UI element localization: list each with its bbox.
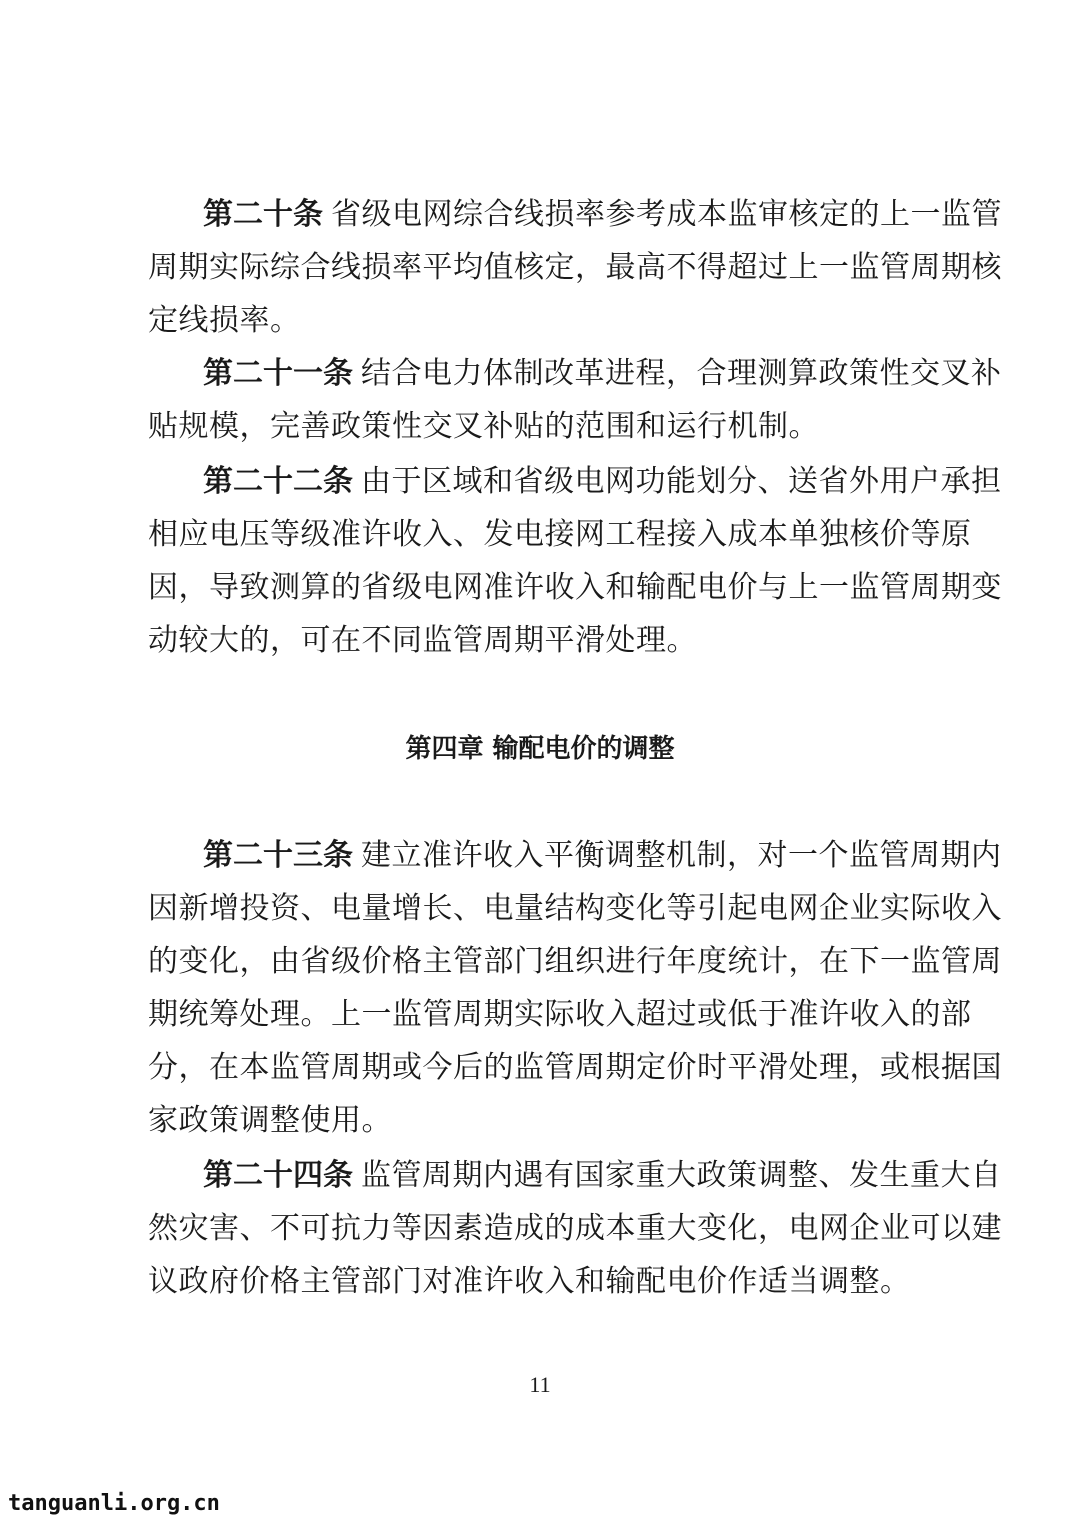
article-20-line-2: 周期实际综合线损率平均值核定，最高不得超过上一监管周期核 [148, 250, 1002, 285]
article-21-line-1: 第二十一条 结合电力体制改革进程，合理测算政策性交叉补 [203, 356, 1002, 391]
article-20-line-1: 第二十条 省级电网综合线损率参考成本监审核定的上一监管 [203, 197, 1002, 232]
article-23-line-3: 的变化，由省级价格主管部门组织进行年度统计，在下一监管周 [148, 944, 1002, 979]
article-24-line-3: 议政府价格主管部门对准许收入和输配电价作适当调整。 [148, 1264, 911, 1299]
article-22-line-4: 动较大的，可在不同监管周期平滑处理。 [148, 623, 697, 658]
site-watermark: tanguanli.org.cn [8, 1491, 220, 1516]
article-21-heading: 第二十一条 [203, 356, 353, 391]
article-24-line-1: 第二十四条 监管周期内遇有国家重大政策调整、发生重大自 [203, 1158, 1002, 1193]
article-20-heading: 第二十条 [203, 197, 323, 232]
article-23-line-2: 因新增投资、电量增长、电量结构变化等引起电网企业实际收入 [148, 891, 1002, 926]
article-23-line-6: 家政策调整使用。 [148, 1103, 392, 1138]
article-23-heading: 第二十三条 [203, 838, 353, 873]
article-23-line-1: 第二十三条 建立准许收入平衡调整机制，对一个监管周期内 [203, 838, 1002, 873]
article-24-line-2: 然灾害、不可抗力等因素造成的成本重大变化，电网企业可以建 [148, 1211, 1002, 1246]
article-21-line-2: 贴规模，完善政策性交叉补贴的范围和运行机制。 [148, 409, 819, 444]
chapter-title: 第四章 输配电价的调整 [405, 734, 675, 764]
article-22-heading: 第二十二条 [203, 464, 353, 499]
article-22-line-2: 相应电压等级准许收入、发电接网工程接入成本单独核价等原 [148, 517, 972, 552]
article-23-line-4: 期统筹处理。上一监管周期实际收入超过或低于准许收入的部 [148, 997, 972, 1032]
article-23-line-5: 分，在本监管周期或今后的监管周期定价时平滑处理，或根据国 [148, 1050, 1002, 1085]
page-number: 11 [529, 1372, 551, 1397]
article-24-heading: 第二十四条 [203, 1158, 353, 1193]
article-22-line-1: 第二十二条 由于区域和省级电网功能划分、送省外用户承担 [203, 464, 1002, 499]
article-22-line-3: 因，导致测算的省级电网准许收入和输配电价与上一监管周期变 [148, 570, 1002, 605]
article-20-line-3: 定线损率。 [148, 303, 301, 338]
